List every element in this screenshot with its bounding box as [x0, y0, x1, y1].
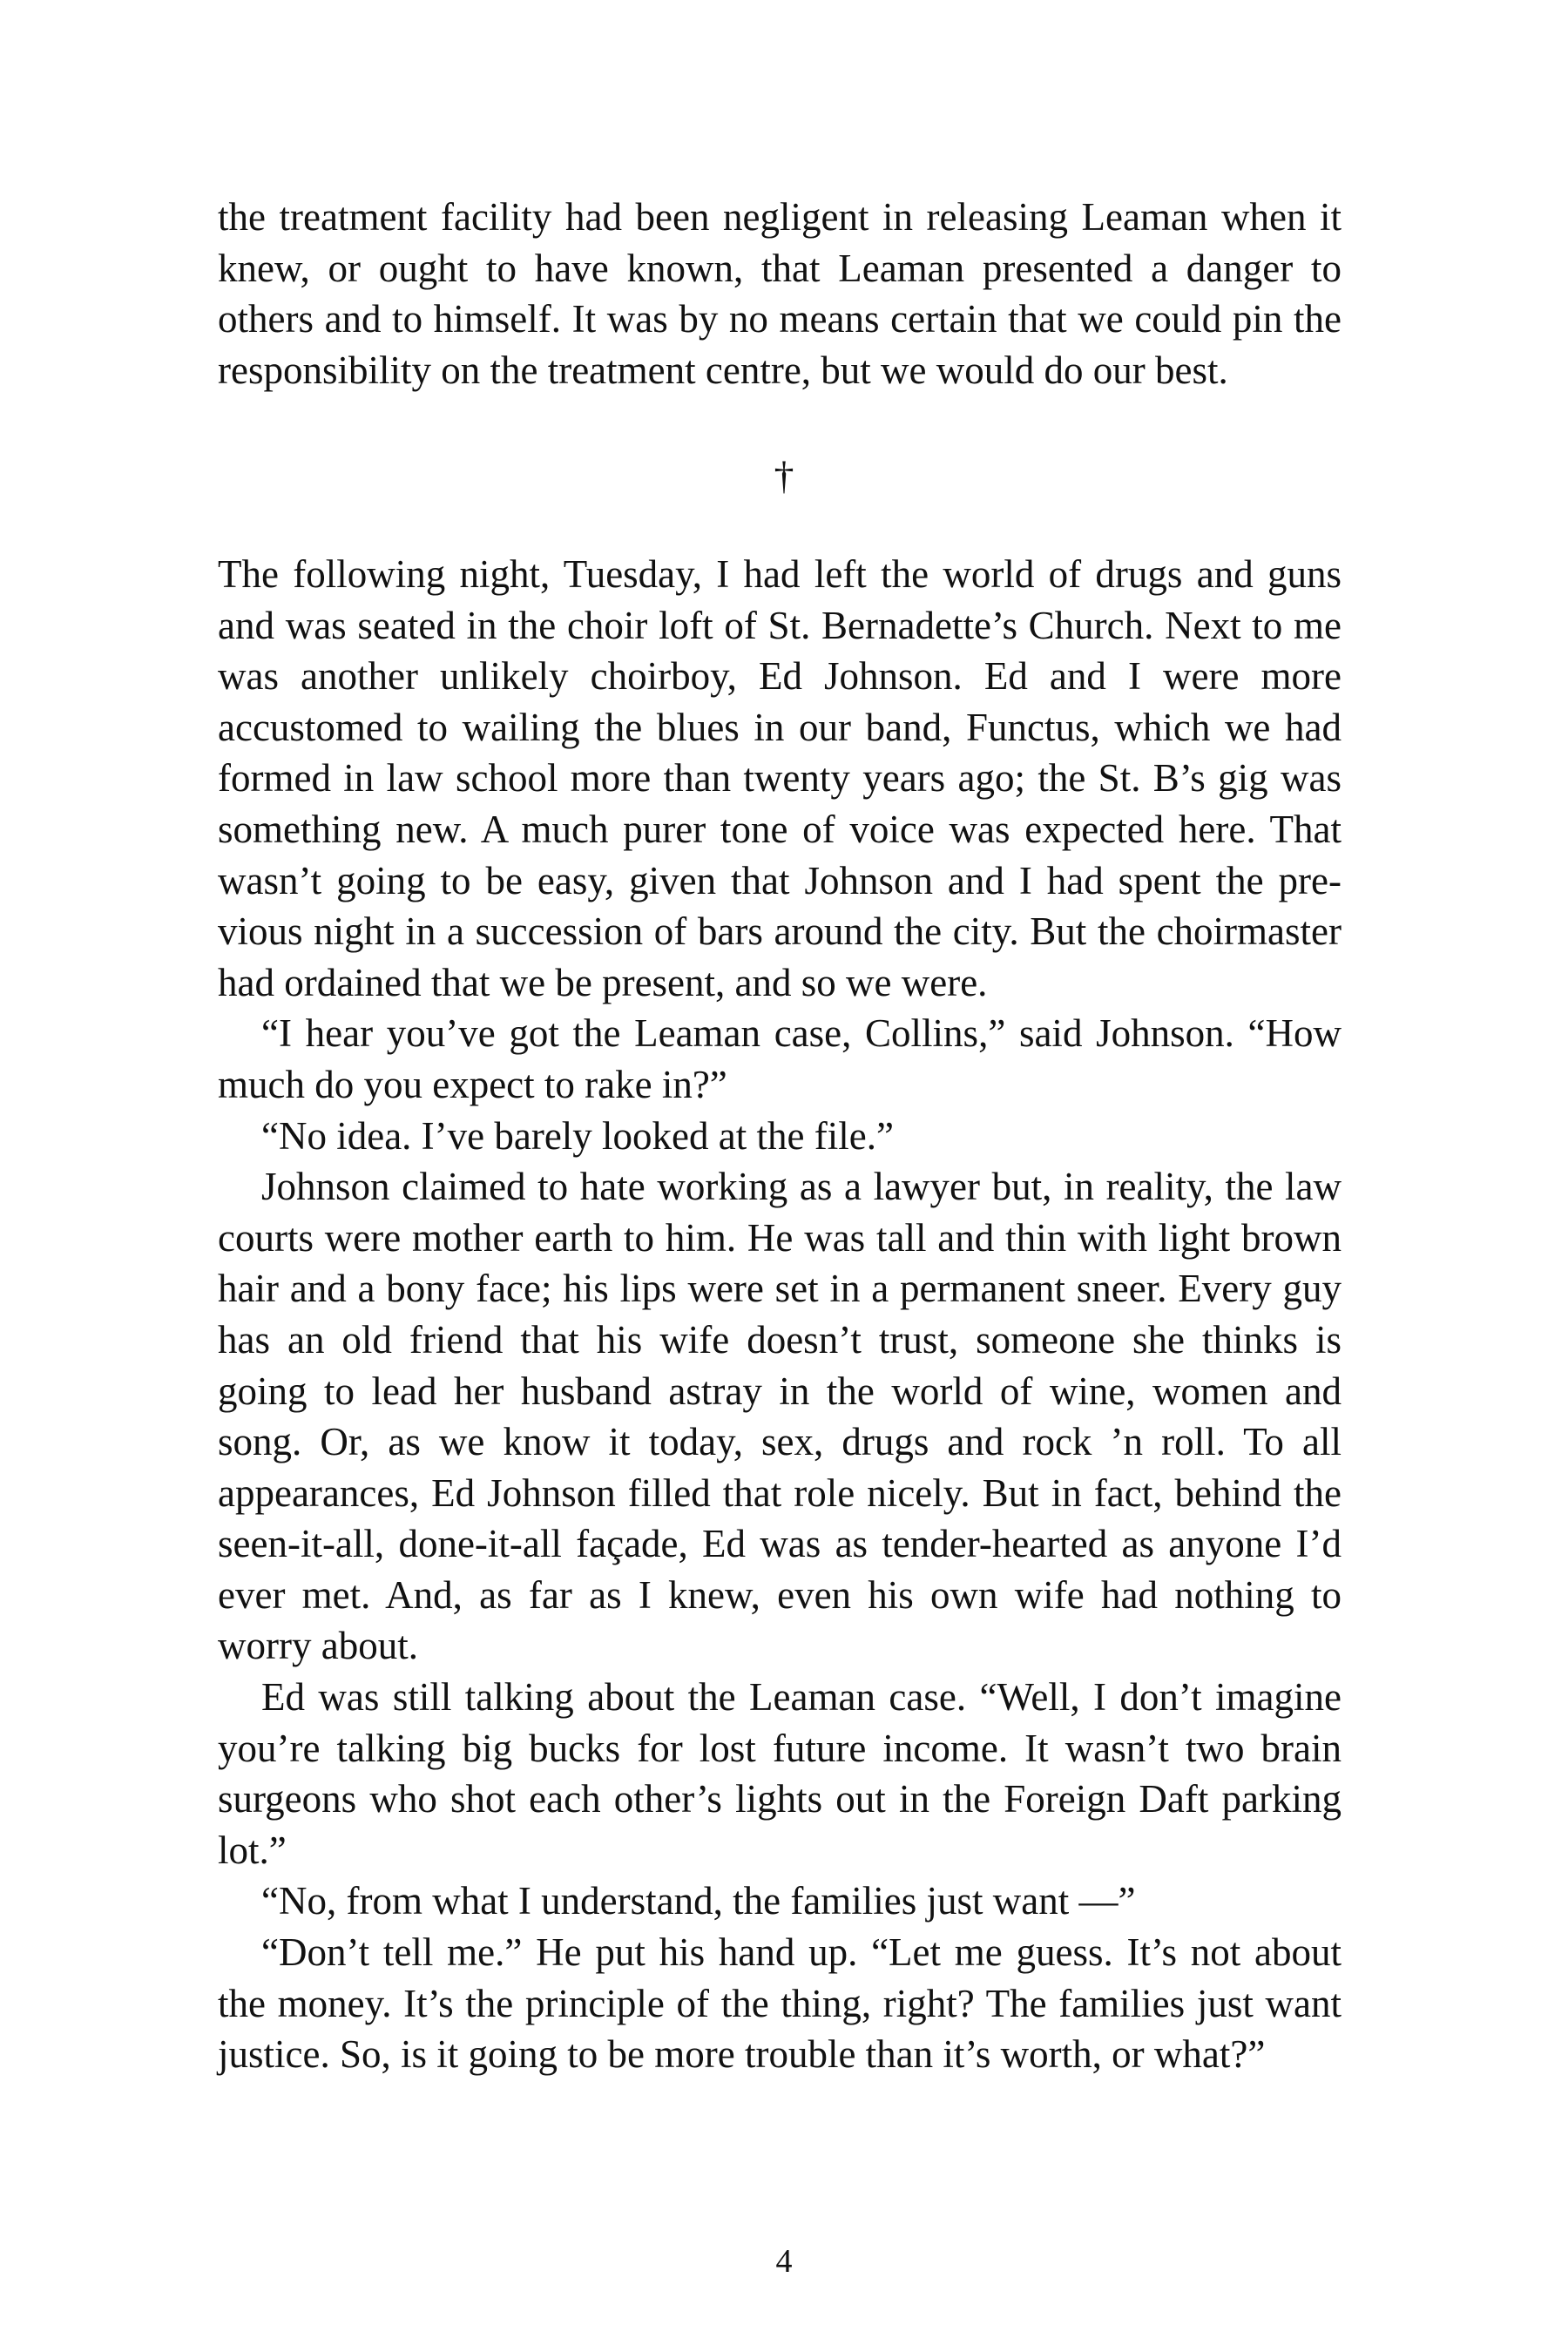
- text-block-top: [218, 192, 1342, 395]
- page-number: 4: [775, 2243, 793, 2280]
- paragraph: the treatment facility had been negligent in releasing Leaman when it knew, or ought to have known, that Leaman presented a danger to others and to himself. It was by no means certain that we could pin the responsibility on the treatment centre, but we would do our best.: [218, 195, 1342, 392]
- paragraph: The following night, Tuesday, I had left the world of drugs and guns and was seated in the choir loft of St. Bernadette’s Church. Next to me was another unlikely choirboy, Ed Johnson. Ed and I were more accustomed to wailing the blues in our band, Functus, which we had formed in law school more than twenty years ago; the St. B’s gig was something new. A much purer tone of voice was expected here. That wasn’t going to be easy, given that Johnson and I had spent the previous night in a succession of bars around the city. But the choirmaster had ordained that we be present, and so we were.: [218, 552, 1342, 1004]
- text-block-main: [218, 549, 1342, 2080]
- paragraph: “Don’t tell me.” He put his hand up. “Let me guess. It’s not about the money. It’s the principle of the thing, right? The families just want justice. So, is it going to be more trouble than it’s worth, or what?”: [218, 1930, 1342, 2077]
- paragraph: “No idea. I’ve barely looked at the file.”: [261, 1113, 894, 1158]
- section-separator: †: [774, 453, 794, 497]
- paragraph: “I hear you’ve got the Leaman case, Collins,” said Johnson. “How much do you expect to rake in?”: [218, 1011, 1342, 1106]
- paragraph: Johnson claimed to hate working as a lawyer but, in reality, the law courts were mother earth to him. He was tall and thin with light brown hair and a bony face; his lips were set in a permanent sneer. Every guy has an old friend that his wife doesn’t trust, someone she thinks is going to lead her husband astray in the world of wine, women and song. Or, as we know it today, sex, drugs and rock ’n roll. To all appearances, Ed Johnson filled that role nicely. But in fact, behind the seen-it-all, done-it-all façade, Ed was as tender-hearted as anyone I’d ever met. And, as far as I knew, even his own wife had nothing to worry about.: [218, 1165, 1342, 1668]
- paragraph: Ed was still talking about the Leaman case. “Well, I don’t imagine you’re talking big bucks for lost future income. It wasn’t two brain surgeons who shot each other’s lights out in the Foreign Daft parking lot.”: [218, 1675, 1342, 1872]
- paragraph: “No, from what I understand, the families just want —”: [261, 1879, 1136, 1923]
